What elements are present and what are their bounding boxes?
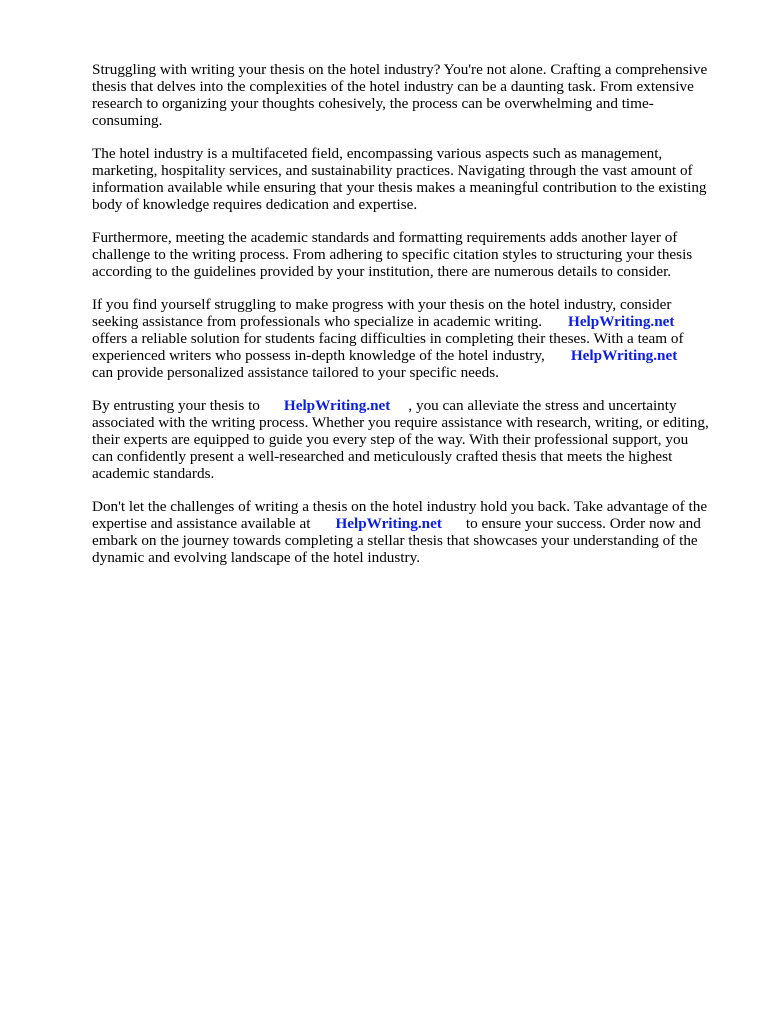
text-segment: to ensure your success. Order now and (465, 515, 701, 532)
text-line: Furthermore, meeting the academic standards and formatting requirements adds another layer of (92, 229, 678, 246)
text-line: marketing, hospitality services, and sustainability practices. Navigating through the vast amount of (92, 162, 693, 179)
text-line: Struggling with writing your thesis on the hotel industry? You're not alone. Crafting a comprehensive (92, 61, 708, 78)
text-line: thesis that delves into the complexities of the hotel industry can be a daunting task. From extensive (92, 78, 694, 95)
helpwriting-link[interactable]: HelpWriting.net (570, 347, 678, 364)
helpwriting-link[interactable]: HelpWriting.net (568, 313, 675, 330)
text-line: challenge to the writing process. From adhering to specific citation styles to structuring your thesis (92, 246, 693, 263)
text-line: If you find yourself struggling to make progress with your thesis on the hotel industry, consider (92, 296, 672, 313)
text-line: associated with the writing process. Whether you require assistance with research, writing, or editing, (92, 414, 709, 431)
text-segment: By entrusting your thesis to (92, 397, 260, 414)
text-line (92, 313, 732, 330)
text-line: their experts are equipped to guide you every step of the way. With their professional support, you (92, 431, 689, 448)
text-line: Don't let the challenges of writing a thesis on the hotel industry hold you back. Take advantage of the (92, 498, 708, 515)
text-line: information available while ensuring that your thesis makes a meaningful contribution to the existing (92, 179, 707, 196)
text-line: dynamic and evolving landscape of the hotel industry. (92, 549, 420, 566)
text-line: according to the guidelines provided by your institution, there are numerous details to consider. (92, 263, 672, 280)
text-line (92, 347, 732, 364)
text-line: offers a reliable solution for students facing difficulties in completing their theses. With a team of (92, 330, 684, 347)
text-segment: experienced writers who possess in-depth knowledge of the hotel industry, (92, 347, 545, 364)
text-segment: seeking assistance from professionals who specialize in academic writing. (92, 313, 542, 330)
paragraph-standards (92, 229, 732, 280)
text-line (92, 515, 732, 532)
helpwriting-link[interactable]: HelpWriting.net (335, 515, 442, 532)
text-line: body of knowledge requires dedication and expertise. (92, 196, 418, 213)
text-segment: expertise and assistance available at (92, 515, 311, 532)
text-line: The hotel industry is a multifaceted field, encompassing various aspects such as management, (92, 145, 663, 162)
text-line: can provide personalized assistance tailored to your specific needs. (92, 364, 499, 381)
paragraph-intro (92, 61, 732, 129)
paragraph-closing (92, 498, 732, 566)
text-line: academic standards. (92, 465, 215, 482)
text-line (92, 397, 732, 414)
helpwriting-link[interactable]: HelpWriting.net (283, 397, 391, 414)
text-line: research to organizing your thoughts cohesively, the process can be overwhelming and time- (92, 95, 654, 112)
text-line: can confidently present a well-researched and meticulously crafted thesis that meets the highest (92, 448, 673, 465)
paragraph-entrusting (92, 397, 732, 482)
text-line: consuming. (92, 112, 163, 129)
text-line: embark on the journey towards completing a stellar thesis that showcases your understanding of the (92, 532, 698, 549)
paragraph-industry (92, 145, 732, 213)
text-segment: , you can alleviate the stress and uncertainty (408, 397, 677, 414)
paragraph-assistance (92, 296, 732, 381)
